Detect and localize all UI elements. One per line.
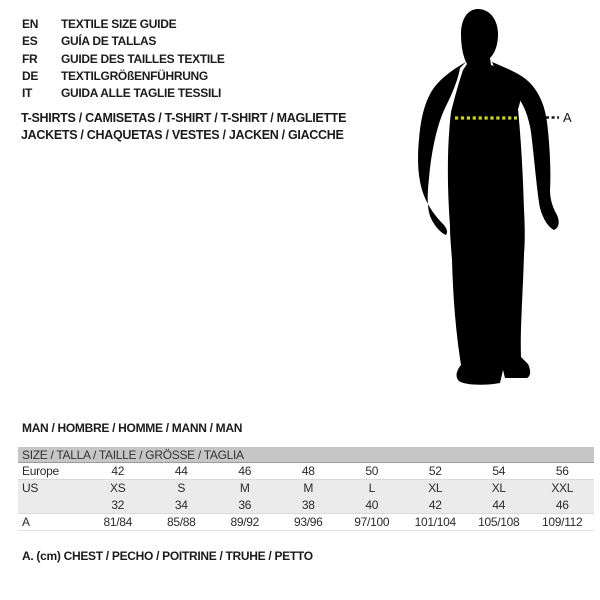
size-cell: 46 — [238, 464, 252, 478]
row-label: A — [22, 515, 30, 529]
size-table — [18, 447, 594, 531]
size-cell: 56 — [555, 464, 569, 478]
table-row-chest-a — [18, 514, 594, 531]
size-cell: L — [368, 481, 375, 495]
size-cell: 50 — [365, 464, 379, 478]
size-cell: 32 — [111, 498, 125, 512]
language-label: GUIDA ALLE TAGLIE TESSILI — [61, 86, 222, 101]
footnote-chest-measure: A. (cm) CHEST / PECHO / POITRINE / TRUHE / PETTO — [22, 549, 313, 563]
garment-line-jackets: JACKETS / CHAQUETAS / VESTES / JACKEN / GIACCHE — [21, 127, 344, 142]
language-label: GUÍA DE TALLAS — [61, 34, 157, 49]
size-cell: 101/104 — [414, 515, 456, 529]
section-title-man: MAN / HOMBRE / HOMME / MANN / MAN — [22, 421, 243, 435]
size-cell: XL — [491, 481, 506, 495]
language-row-it — [22, 85, 225, 102]
size-cell: S — [177, 481, 186, 495]
size-cell: 54 — [492, 464, 506, 478]
size-cell: M — [303, 481, 314, 495]
language-code: ES — [22, 34, 38, 49]
size-cell: 93/96 — [293, 515, 323, 529]
man-silhouette-figure — [400, 0, 600, 392]
size-cell: 44 — [174, 464, 188, 478]
measure-label-a: A — [563, 110, 572, 125]
row-label — [18, 497, 86, 513]
size-cell: XS — [110, 481, 126, 495]
size-cell: 85/88 — [166, 515, 196, 529]
size-cell: 89/92 — [230, 515, 260, 529]
size-cell: 81/84 — [103, 515, 133, 529]
size-cell: 44 — [492, 498, 506, 512]
size-cell: 42 — [111, 464, 125, 478]
language-label: TEXTILGRÖßENFÜHRUNG — [61, 68, 208, 83]
language-row-fr — [22, 51, 225, 68]
size-cell: XL — [428, 481, 443, 495]
size-cell: 38 — [301, 498, 315, 512]
size-cell: M — [239, 481, 250, 495]
language-code: FR — [22, 51, 38, 66]
language-row-es — [22, 33, 225, 50]
garment-types — [21, 110, 346, 143]
size-cell: 46 — [555, 498, 569, 512]
language-label: TEXTILE SIZE GUIDE — [61, 17, 177, 31]
table-row-numeric — [18, 497, 594, 514]
size-cell: 97/100 — [354, 515, 390, 529]
language-label: GUIDE DES TAILLES TEXTILE — [61, 51, 225, 66]
size-cell: 34 — [174, 498, 188, 512]
size-cell: 40 — [365, 498, 379, 512]
size-cell: 52 — [428, 464, 442, 478]
size-cell: 36 — [238, 498, 252, 512]
language-list — [22, 16, 225, 102]
row-label: US — [22, 481, 39, 495]
garment-line-tshirts: T-SHIRTS / CAMISETAS / T-SHIRT / T-SHIRT / MAGLIETTE — [21, 111, 347, 125]
language-code: IT — [22, 86, 33, 101]
table-row-europe — [18, 463, 594, 480]
size-cell: 105/108 — [478, 515, 520, 529]
language-code: EN — [22, 17, 39, 31]
size-cell: 42 — [428, 498, 442, 512]
table-row-us — [18, 480, 594, 497]
size-cell: 48 — [301, 464, 315, 478]
language-row-en — [22, 16, 225, 33]
language-code: DE — [22, 68, 39, 83]
language-row-de — [22, 68, 225, 85]
size-cell: XXL — [551, 481, 574, 495]
size-cell: 109/112 — [542, 515, 583, 529]
row-label: Europe — [22, 464, 59, 478]
size-table-header: SIZE / TALLA / TAILLE / GRÖSSE / TAGLIA — [18, 447, 594, 463]
